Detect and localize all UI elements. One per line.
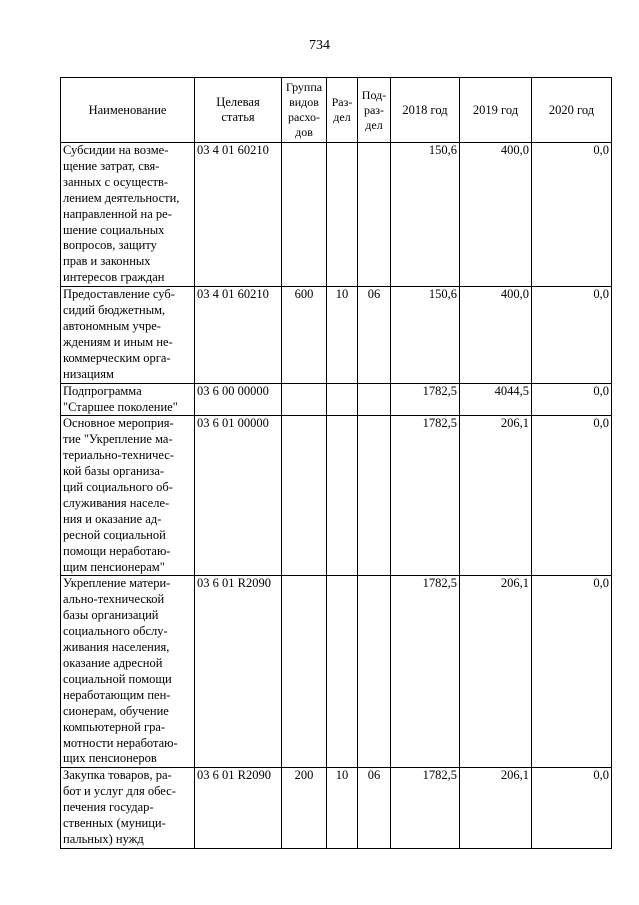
row-expense-group	[282, 576, 327, 768]
row-value-2020: 0,0	[532, 383, 612, 416]
row-value-2020: 0,0	[532, 143, 612, 287]
row-value-2019: 4044,5	[460, 383, 532, 416]
page-number: 734	[309, 38, 330, 53]
row-value-2019: 206,1	[460, 768, 532, 849]
row-value-2018: 150,6	[391, 143, 460, 287]
header-target-article: Целевая статья	[195, 78, 282, 143]
row-value-2018: 1782,5	[391, 576, 460, 768]
table-row	[61, 287, 612, 383]
row-target-article: 03 6 01 00000	[195, 416, 282, 576]
row-subsection	[358, 576, 391, 768]
row-value-2018: 1782,5	[391, 383, 460, 416]
table-row	[61, 143, 612, 287]
row-name: Закупка товаров, ра- бот и услуг для обес- печения государ- ственных (муници- пальных) нужд	[61, 768, 195, 849]
header-section: Раз- дел	[327, 78, 358, 143]
header-name: Наименование	[61, 78, 195, 143]
row-expense-group	[282, 383, 327, 416]
row-value-2019: 206,1	[460, 576, 532, 768]
row-target-article: 03 4 01 60210	[195, 287, 282, 383]
table-header-row	[61, 78, 612, 143]
row-expense-group	[282, 416, 327, 576]
table-row	[61, 383, 612, 416]
row-value-2019: 206,1	[460, 416, 532, 576]
row-name: Укрепление матери- ально-технической базы организаций социального обслу- живания населения, оказание адресной социальной помощи неработающим пен- сионерам, обучение компьютерной гра- мотности неработаю- щих пенсионеров	[61, 576, 195, 768]
row-section	[327, 576, 358, 768]
table-row	[61, 576, 612, 768]
header-year-2020: 2020 год	[532, 78, 612, 143]
header-expense-group: Группа видов расхо- дов	[282, 78, 327, 143]
row-subsection: 06	[358, 287, 391, 383]
row-value-2020: 0,0	[532, 287, 612, 383]
row-section: 10	[327, 287, 358, 383]
table-row	[61, 416, 612, 576]
row-section	[327, 416, 358, 576]
row-expense-group	[282, 143, 327, 287]
row-value-2018: 1782,5	[391, 416, 460, 576]
row-name: Субсидии на возме- щение затрат, свя- занных с осуществ- лением деятельности, направленной на ре- шение социальных вопросов, защиту прав и законных интересов граждан	[61, 143, 195, 287]
row-subsection: 06	[358, 768, 391, 849]
row-value-2019: 400,0	[460, 287, 532, 383]
row-section: 10	[327, 768, 358, 849]
row-target-article: 03 6 01 R2090	[195, 576, 282, 768]
row-target-article: 03 4 01 60210	[195, 143, 282, 287]
row-subsection	[358, 143, 391, 287]
table-body	[61, 143, 612, 849]
row-expense-group: 600	[282, 287, 327, 383]
row-value-2018: 150,6	[391, 287, 460, 383]
row-name: Основное мероприя- тие "Укрепление ма- териально-техничес- кой базы организа- ций социального об- служивания населе- ния и оказание ад- ресной социальной помощи неработаю- щим пенсионерам"	[61, 416, 195, 576]
row-name: Предоставление суб- сидий бюджетным, автономным учре- ждениям и иным не- коммерческим орга- низациям	[61, 287, 195, 383]
header-subsection: Под- раз- дел	[358, 78, 391, 143]
row-value-2020: 0,0	[532, 576, 612, 768]
row-expense-group: 200	[282, 768, 327, 849]
row-value-2020: 0,0	[532, 416, 612, 576]
row-target-article: 03 6 01 R2090	[195, 768, 282, 849]
row-value-2020: 0,0	[532, 768, 612, 849]
row-value-2018: 1782,5	[391, 768, 460, 849]
row-subsection	[358, 416, 391, 576]
budget-table	[60, 77, 612, 849]
row-name: Подпрограмма "Старшее поколение"	[61, 383, 195, 416]
row-section	[327, 143, 358, 287]
header-year-2019: 2019 год	[460, 78, 532, 143]
row-target-article: 03 6 00 00000	[195, 383, 282, 416]
row-subsection	[358, 383, 391, 416]
header-year-2018: 2018 год	[391, 78, 460, 143]
row-section	[327, 383, 358, 416]
row-value-2019: 400,0	[460, 143, 532, 287]
table-row	[61, 768, 612, 849]
